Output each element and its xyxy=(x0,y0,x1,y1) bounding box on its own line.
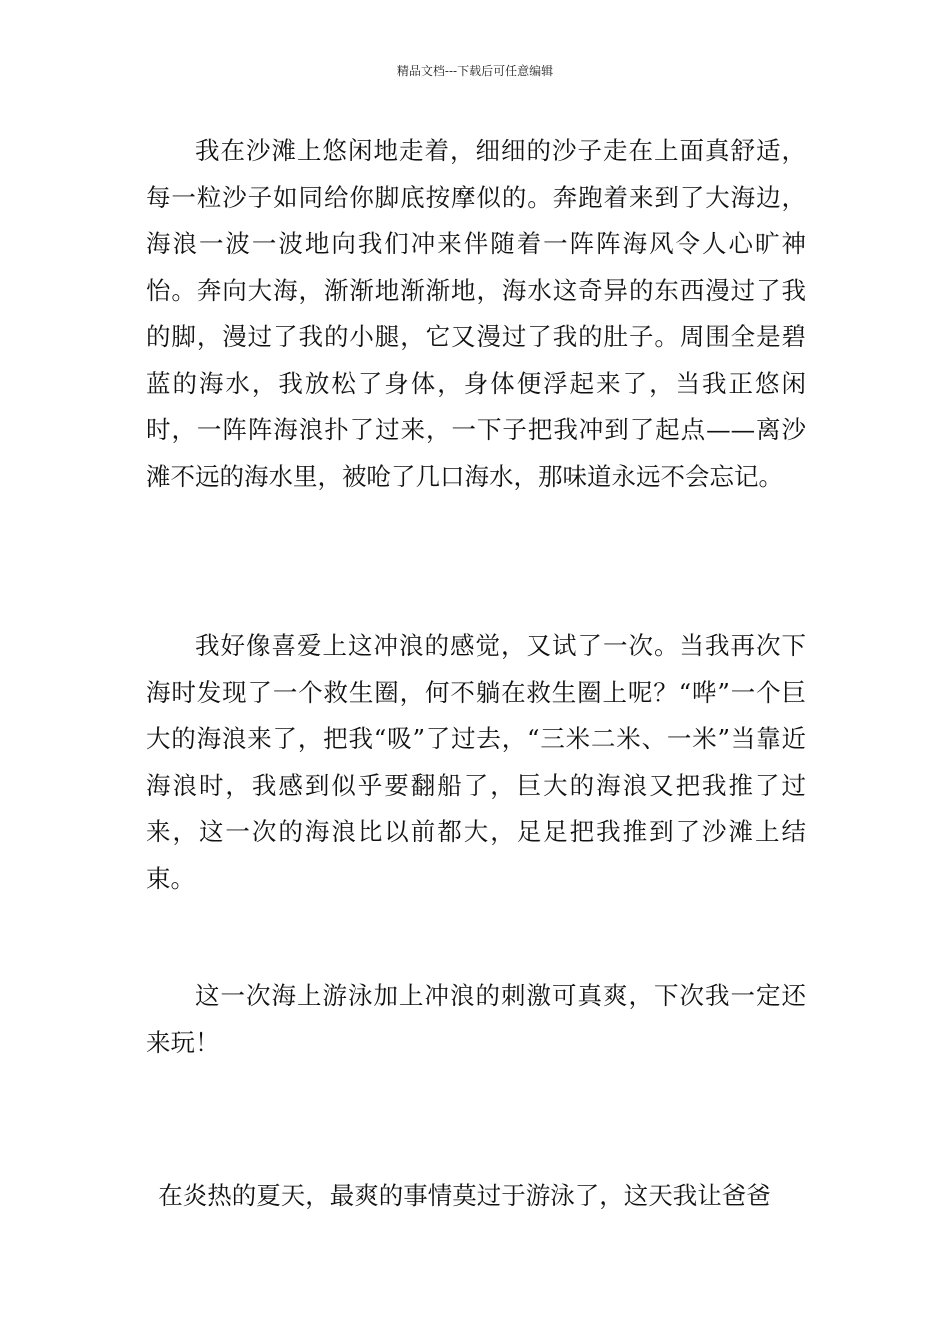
paragraph-1: 我在沙滩上悠闲地走着，细细的沙子走在上面真舒适，每一粒沙子如同给你脚底按摩似的。奔跑着来到了大海边，海浪一波一波地向我们冲来伴随着一阵阵海风令人心旷神怡。奔向大海，渐渐地渐渐地，海水这奇异的东西漫过了我的脚，漫过了我的小腿，它又漫过了我的肚子。周围全是碧蓝的海水，我放松了身体，身体便浮起来了，当我正悠闲时，一阵阵海浪扑了过来，一下子把我冲到了起点——离沙滩不远的海水里，被呛了几口海水，那味道永远不会忘记。 xyxy=(146,136,806,491)
paragraph-2: 我好像喜爱上这冲浪的感觉，又试了一次。当我再次下海时发现了一个救生圈，何不躺在救生圈上呢？“哗”一个巨大的海浪来了，把我“吸”了过去，“三米二米、一米”当靠近海浪时，我感到似乎要翻船了，巨大的海浪又把我推了过来，这一次的海浪比以前都大，足足把我推到了沙滩上结束。 xyxy=(146,631,806,893)
page-header: 精品文档---下载后可任意编辑 xyxy=(396,64,554,78)
paragraph-4: 在炎热的夏天，最爽的事情莫过于游泳了，这天我让爸爸 xyxy=(158,1181,771,1210)
paragraph-3: 这一次海上游泳加上冲浪的刺激可真爽，下次我一定还来玩！ xyxy=(146,981,806,1057)
